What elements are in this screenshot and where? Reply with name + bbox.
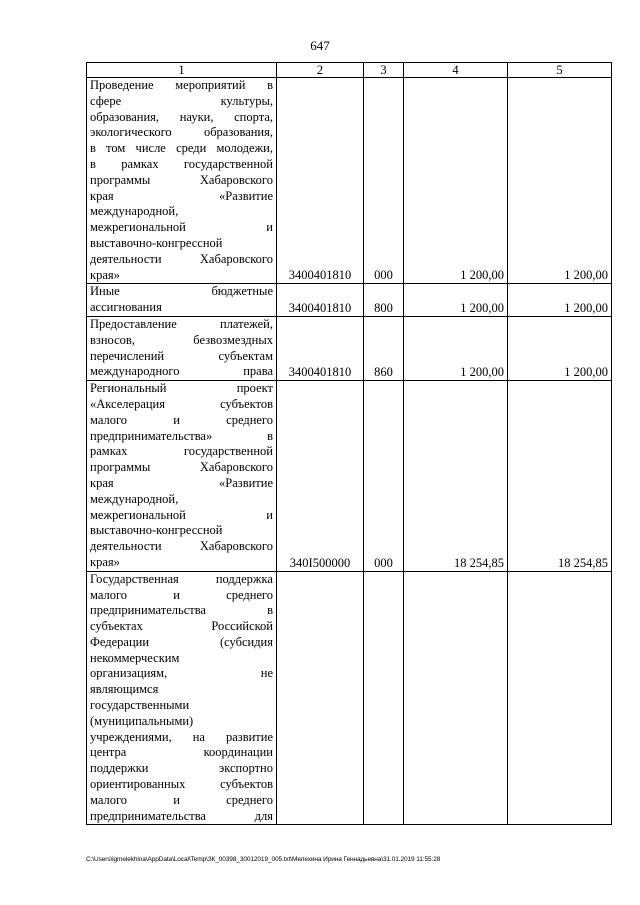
col-header-2: 2 [277,63,364,78]
row-code: 3400401810 [277,78,364,284]
table-row [87,78,612,284]
row-vr: 860 [364,316,404,380]
table-row [87,571,612,825]
row-description: Иные бюджетные ассигнования [90,284,273,315]
row-code [277,571,364,825]
table-row [87,381,612,572]
row-sum-1: 1 200,00 [404,316,508,380]
row-sum-1: 1 200,00 [404,78,508,284]
row-sum-1: 18 254,85 [404,381,508,572]
row-description: Региональный проект «Акселерация субъектов малого и среднего предпринимательства» в рамках государственной программы Хабаровского края «Развитие международной, межрегиональной и выставочно-конгрессной деятельности Хабаровского края» [90,381,273,569]
page-number: 647 [310,38,330,53]
row-code: 3400401810 [277,284,364,317]
table-row [87,316,612,380]
row-description: Государственная поддержка малого и среднего предпринимательства в субъектах Российской Федерации (субсидия некоммерческим организациям, не являющимся государственными (муниципальными) учреждениями, на развитие центра координации поддержки экспортно ориентированных субъектов малого и среднего предпринимательства для [90,571,273,823]
row-sum-2: 1 200,00 [508,316,612,380]
budget-table [86,62,612,825]
row-sum-1 [404,571,508,825]
row-vr: 000 [364,78,404,284]
row-code: 340I500000 [277,381,364,572]
table-header-row [87,63,612,78]
row-sum-2: 1 200,00 [508,284,612,317]
row-sum-2: 1 200,00 [508,78,612,284]
row-vr [364,571,404,825]
row-vr: 000 [364,381,404,572]
col-header-3: 3 [364,63,404,78]
row-code: 3400401810 [277,316,364,380]
col-header-5: 5 [508,63,612,78]
table-row [87,284,612,317]
file-path-footer: C:\Users\igmelekhina\AppData\Local\Temp\ЗК_00398_30012019_005.txt\Мелехина Ирина Геннадьевна\31.01.2019 11:55:28 [86,856,441,863]
col-header-4: 4 [404,63,508,78]
row-sum-2 [508,571,612,825]
row-description: Предоставление платежей, взносов, безвозмездных перечислений субъектам международного права [90,316,273,379]
row-sum-2: 18 254,85 [508,381,612,572]
row-sum-1: 1 200,00 [404,284,508,317]
col-header-1: 1 [87,63,277,78]
row-description: Проведение мероприятий в сфере культуры, образования, науки, спорта, экологического образования, в том числе среди молодежи, в рамках государственной программы Хабаровского края «Развитие международной, межрегиональной и выставочно-конгрессной деятельности Хабаровского края» [90,78,273,282]
row-vr: 800 [364,284,404,317]
